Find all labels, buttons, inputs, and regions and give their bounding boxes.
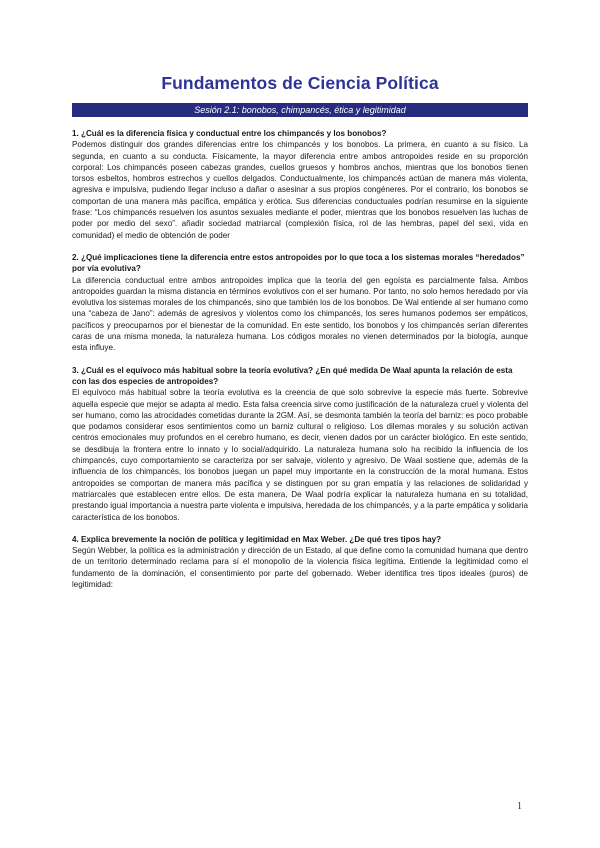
document-title: Fundamentos de Ciencia Política bbox=[161, 73, 439, 93]
answer-1: Podemos distinguir dos grandes diferencias entre los chimpancés y los bonobos. La primera, en cuanto a su físico. La segunda, en cuanto a su conducta. Físicamente, la mayor diferencia entre ambos antropoides reside en su proporción corporal: Los chimpancés poseen cabezas grandes, cuellos gruesos y hombros anchos, mientras que los bonobos tienen torsos esbeltos, hombros estrechos y cuellos delgados. Conductualmente, los chimpancés actúan de manera más violenta, agresiva e impulsiva, pudiendo llegar incluso a dañar o asesinar a sus propios congéneres. Por el contrario, los bonobos se comportan de una manera más pacífica, empática y erótica. Sus diferencias conductuales podrían resumirse en la siguiente frase: “Los chimpancés resuelven los asuntos sexuales mediante el poder, mientras que los bonobos resuelven las luchas de poder por medio del sexo”. añadir sociedad matriarcal (complexión física, rol de las hembras, papel del sexi, vida en comunidad) el medio de obtención de poder bbox=[72, 140, 528, 240]
page-number: 1 bbox=[517, 801, 522, 812]
section-1 bbox=[72, 128, 528, 241]
answer-2: La diferencia conductual entre ambos antropoides implica que la teoría del gen egoísta es parcialmente falsa. Ambos antropoides guardan la misma distancia en términos evolutivos con el ser humano. Por tanto, no solo hemos heredado por vía evolutiva los sistemas morales de los chimpancés, sino que también los de los bonobos. De Wal entiende al ser humano como una “cabeza de Jano”: además de agresivos y violentos como los chimpancés, los seres humanos podemos ser empáticos, pacíficos y preocuparnos por el bienestar de la comunidad. En este sentido, los bonobos y los chimpancés serían diferentes caras de una misma moneda, la naturaleza humana. Los códigos morales no vienen determinados por la biología, aunque esta influye. bbox=[72, 275, 528, 353]
section-3 bbox=[72, 365, 528, 523]
question-4: 4. Explica brevemente la noción de política y legitimidad en Max Weber. ¿De qué tres tipos hay? bbox=[72, 534, 442, 544]
question-1: 1. ¿Cuál es la diferencia física y conductual entre los chimpancés y los bonobos? bbox=[72, 129, 387, 138]
answer-4: Según Webber, la política es la administración y dirección de un Estado, al que define como la comunidad humana que dentro de un territorio determinado reclama para sí el monopolio de la violencia física legítima. Entiende la legitimidad como el fundamento de la dominación, el consentimiento por parte del gobernado. Weber identifica tres tipos ideales (puros) de legitimidad: bbox=[72, 546, 528, 589]
session-banner: Sesión 2.1: bonobos, chimpancés, ética y legitimidad bbox=[72, 103, 528, 117]
question-2: 2. ¿Qué implicaciones tiene la diferencia entre estos antropoides por lo que toca a los sistemas morales “heredados” por vía evolutiva? bbox=[72, 252, 525, 274]
answer-3: El equívoco más habitual sobre la teoría evolutiva es la creencia de que solo sobrevive la especie más fuerte. Sobrevive aquella especie que mejor se adapta al medio. Esta falsa creencia sirve como justificación de la naturaleza cruel y violenta del ser humano, como las atrocidades cometidas durante la 2GM. Así, se desmonta también la teoría del barniz: es poco probable que podamos considerar esos sentimientos como un barniz cultural o religioso. Los dilemas morales y su solución activan centros emocionales muy profundos en el cerebro humano, es decir, vienen dados por un carácter biológico. En este sentido, se desdibuja la frontera entre lo innato y lo social/adquirido. La naturaleza humana solo ha recibido la influencia de los chimpancés, cuyo comportamiento se caracteriza por ser salvaje, violento y agresivo. De Waal sostiene que, además de la influencia de los chimpancés, los bonobos juegan un papel muy importante en la construcción de la moral humana. Estos antropoides se comportan de manera más pacífica y se distinguen por su gran empatía y las relaciones de solidaridad y matriarcales que establecen entre ellos. De esta manera, De Waal podría explicar la naturaleza humana en su totalidad, prestando igual importancia a nuestra parte violenta e impulsiva, heredada de los chimpancés, y a la parte empática y solidaria característica de los bonobos. bbox=[72, 388, 528, 522]
section-4 bbox=[72, 534, 528, 590]
page bbox=[72, 72, 528, 601]
section-2 bbox=[72, 252, 528, 354]
question-3: 3. ¿Cuál es el equívoco más habitual sobre la teoría evolutiva? ¿En qué medida De Waal apunta la relación de esta con las dos especies de antropoides? bbox=[72, 365, 513, 386]
